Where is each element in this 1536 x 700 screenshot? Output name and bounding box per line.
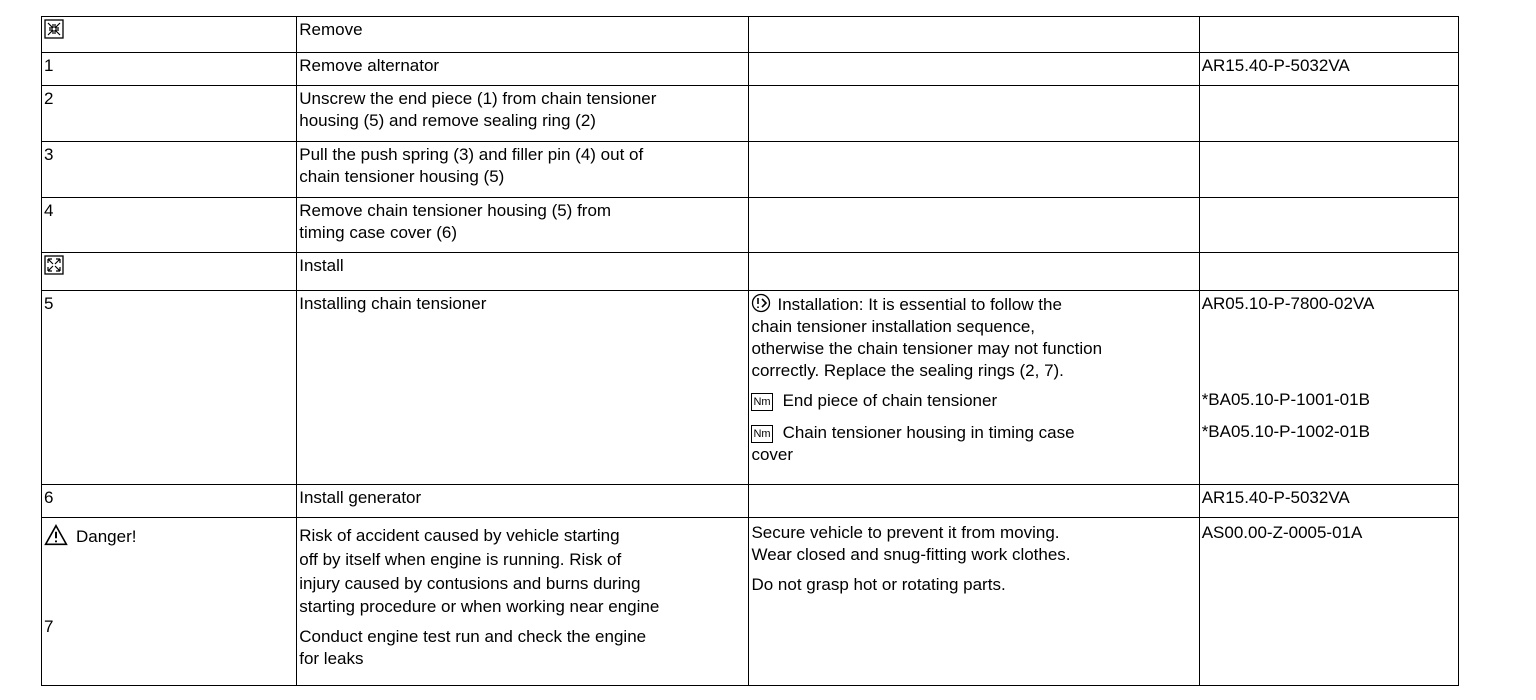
- reference-link[interactable]: *BA05.10-P-1001-01B: [1201, 390, 1370, 409]
- notes-cell: [749, 17, 1199, 53]
- reference-link[interactable]: *BA05.10-P-1002-01B: [1201, 422, 1370, 441]
- ref-cell: [1199, 17, 1458, 53]
- table-row: [42, 142, 1459, 198]
- notes-cell: [749, 485, 1199, 518]
- table-row: [42, 86, 1459, 142]
- action-cell: Install generator: [297, 485, 749, 518]
- installation-note-icon: [751, 293, 771, 313]
- step-cell: 3: [42, 142, 297, 198]
- action-cell: Install: [297, 253, 749, 291]
- table-row: [42, 291, 1459, 485]
- table-row: [42, 518, 1459, 686]
- ref-cell: [1199, 291, 1458, 485]
- ref-cell: [1199, 53, 1458, 86]
- table-row: [42, 17, 1459, 53]
- torque-icon: Nm: [751, 425, 772, 443]
- ref-cell: [1199, 198, 1458, 253]
- reference-link[interactable]: AR15.40-P-5032VA: [1201, 56, 1350, 75]
- ref-cell: [1199, 253, 1458, 291]
- install-icon: [44, 255, 64, 275]
- ref-cell: [1199, 485, 1458, 518]
- warning-icon: [44, 524, 68, 546]
- action-cell: Remove: [297, 17, 749, 53]
- step-cell: Danger! 7: [42, 518, 297, 686]
- notes-cell: Installation: It is essential to follow the chain tensioner installation sequence, otherwise the chain tensioner may not function correctly. Replace the sealing rings (2, 7). Nm End piece of chain tensioner Nm Chain tensioner housing in timing case cover: [749, 291, 1199, 485]
- notes-cell: [749, 253, 1199, 291]
- procedure-table: [41, 16, 1459, 686]
- reference-link[interactable]: AR15.40-P-5032VA: [1201, 488, 1350, 507]
- ref-cell: [1199, 86, 1458, 142]
- step-cell: 4: [42, 198, 297, 253]
- ref-cell: [1199, 518, 1458, 686]
- notes-cell: [749, 53, 1199, 86]
- table-row: [42, 53, 1459, 86]
- step-cell: 5: [42, 291, 297, 485]
- remove-icon: [44, 19, 64, 39]
- notes-cell: [749, 198, 1199, 253]
- notes-cell: Secure vehicle to prevent it from moving. Wear closed and snug-fitting work clothes. Do not grasp hot or rotating parts.: [749, 518, 1199, 686]
- step-cell: [42, 17, 297, 53]
- table-row: [42, 485, 1459, 518]
- action-cell: Remove alternator: [297, 53, 749, 86]
- step-cell: 2: [42, 86, 297, 142]
- action-cell: Unscrew the end piece (1) from chain tensioner housing (5) and remove sealing ring (2): [297, 86, 749, 142]
- table-row: [42, 198, 1459, 253]
- notes-cell: [749, 86, 1199, 142]
- step-cell: 1: [42, 53, 297, 86]
- torque-icon: Nm: [751, 393, 772, 411]
- ref-cell: [1199, 142, 1458, 198]
- step-cell: [42, 253, 297, 291]
- action-cell: Risk of accident caused by vehicle starting off by itself when engine is running. Risk of injury caused by contusions and burns during starting procedure or when working near engine Conduct engine test run and check the engine for leaks: [297, 518, 749, 686]
- step-cell: 6: [42, 485, 297, 518]
- notes-cell: [749, 142, 1199, 198]
- reference-link[interactable]: AS00.00-Z-0005-01A: [1201, 523, 1363, 542]
- reference-link[interactable]: AR05.10-P-7800-02VA: [1201, 294, 1375, 313]
- action-cell: Pull the push spring (3) and filler pin (4) out of chain tensioner housing (5): [297, 142, 749, 198]
- action-cell: Remove chain tensioner housing (5) from timing case cover (6): [297, 198, 749, 253]
- danger-label: Danger!: [76, 527, 137, 546]
- table-row: [42, 253, 1459, 291]
- action-cell: Installing chain tensioner: [297, 291, 749, 485]
